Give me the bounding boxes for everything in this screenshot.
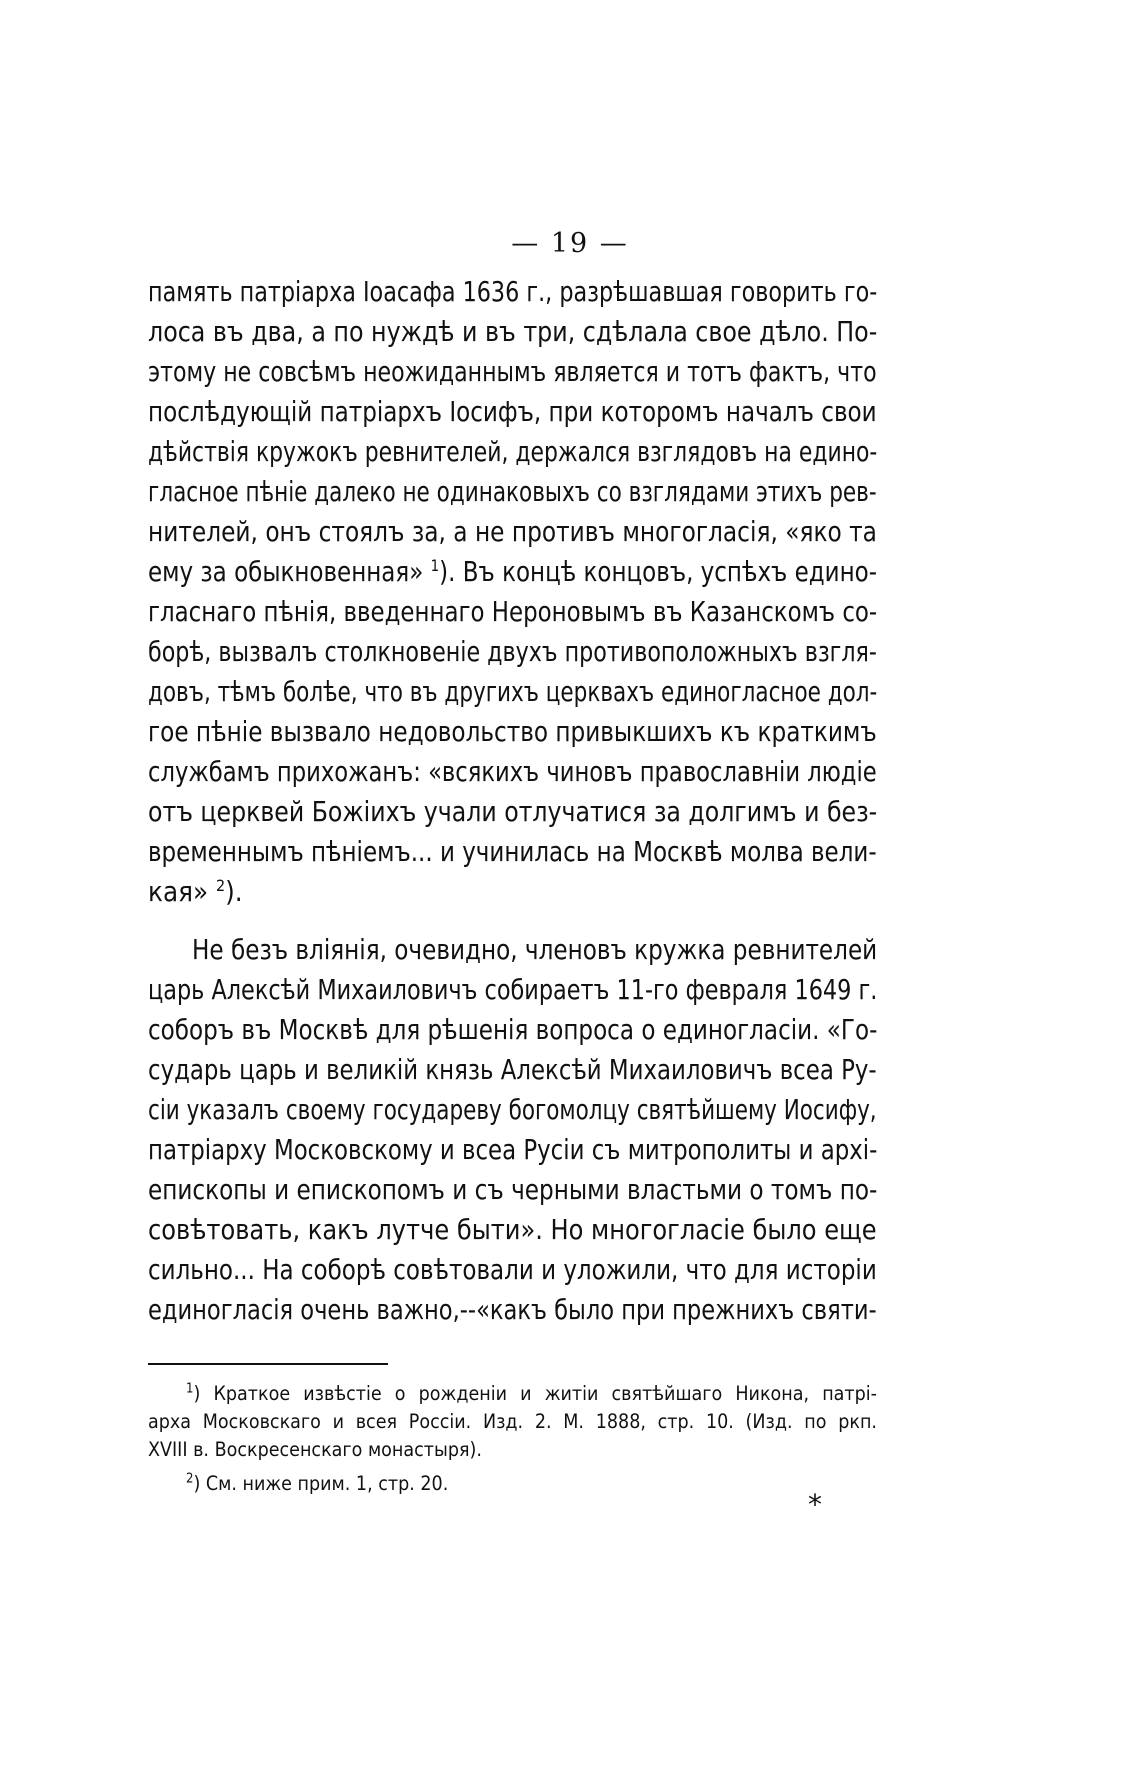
footnote-ref: $^1$).	[430, 555, 456, 588]
footnote-divider	[148, 1363, 388, 1365]
text-line: послѣдующій патріархъ Іосифъ, при которомъ началъ свои	[148, 396, 877, 428]
asterisk-ornament: *	[808, 1488, 822, 1521]
text-line: сильно... На соборѣ совѣтовали и уложили, что для исторіи	[148, 1254, 877, 1286]
text-line: лоса въ два, а по нуждѣ и въ три, сдѣлала свое дѣло. По-	[148, 316, 878, 348]
footnote-1-line: $^1$) Краткое извѣстіе о рожденіи и житіи святѣйшаго Никона, патрі-	[186, 1381, 877, 1405]
text-line: этому не совсѣмъ неожиданнымъ является и тотъ фактъ, что	[148, 356, 877, 388]
text-line: довъ, тѣмъ болѣе, что въ другихъ церквахъ единогласное дол-	[148, 676, 878, 708]
text-line: патріарху Московскому и всеа Русіи съ митрополиты и архі-	[148, 1134, 878, 1166]
text-line: сіи указалъ своему государеву богомолцу святѣйшему Иосифу,	[148, 1094, 877, 1126]
footnote-2-mark: 2	[186, 1471, 194, 1487]
text-line: царь Алексѣй Михаиловичъ собираетъ 11-го февраля 1649 г.	[148, 974, 878, 1006]
text-line: борѣ, вызвалъ столкновеніе двухъ противоположныхъ взгля-	[148, 636, 877, 668]
text-line: отъ церквей Божіихъ учали отлучатися за долгимъ и без-	[148, 796, 878, 828]
footnote-1-line: XVIII в. Воскресенскаго монастыря).	[148, 1438, 482, 1461]
footnote-ref: $^2$).	[215, 875, 243, 908]
text-line: гласное пѣніе далеко не одинаковыхъ со взглядами этихъ рев-	[148, 476, 877, 508]
page-number: — 19 —	[511, 228, 629, 259]
footnote-2-line: $^2$) См. ниже прим. 1, стр. 20.	[186, 1471, 449, 1495]
text-fragment: кая»	[148, 876, 209, 908]
footnote-1-line: арха Московскаго и всея Россіи. Изд. 2. М. 1888, стр. 10. (Изд. по ркп.	[148, 1410, 877, 1433]
text-line-with-footnote	[148, 872, 877, 912]
text-line: Не безъ вліянія, очевидно, членовъ кружка ревнителей	[192, 934, 878, 966]
text-fragment: Въ концѣ концовъ, успѣхъ едино-	[462, 556, 878, 588]
text-line: нителей, онъ стоялъ за, а не противъ многогласія, «яко та	[148, 516, 877, 548]
text-line: дѣйствія кружокъ ревнителей, держался взглядовъ на едино-	[148, 436, 878, 468]
text-line: епископы и епископомъ и съ черными властьми о томъ по-	[148, 1174, 878, 1206]
text-line: службамъ прихожанъ: «всякихъ чиновъ православніи людіе	[148, 756, 877, 788]
text-line: сударь царь и великій князь Алексѣй Михаиловичъ всеа Ру-	[148, 1054, 877, 1086]
text-line: память патріарха Іоасафа 1636 г., разрѣшавшая говорить го-	[148, 276, 878, 308]
text-line: соборъ въ Москвѣ для рѣшенія вопроса о единогласіи. «Го-	[148, 1014, 878, 1046]
text-line: временнымъ пѣніемъ... и учинилась на Москвѣ молва вели-	[148, 836, 877, 868]
text-line: единогласія очень важно,--«какъ было при прежнихъ святи-	[148, 1294, 877, 1326]
text-line-with-footnote	[148, 552, 877, 592]
text-line: совѣтовать, какъ лутче быти». Но многогласіе было еще	[148, 1214, 877, 1246]
text-fragment: ему за обыкновенная»	[148, 556, 424, 588]
text-line: гласнаго пѣнія, введеннаго Нероновымъ въ Казанскомъ со-	[148, 596, 878, 628]
text-line: гое пѣніе вызвало недовольство привыкшихъ къ краткимъ	[148, 716, 877, 748]
footnote-1-mark: 1	[186, 1381, 194, 1397]
